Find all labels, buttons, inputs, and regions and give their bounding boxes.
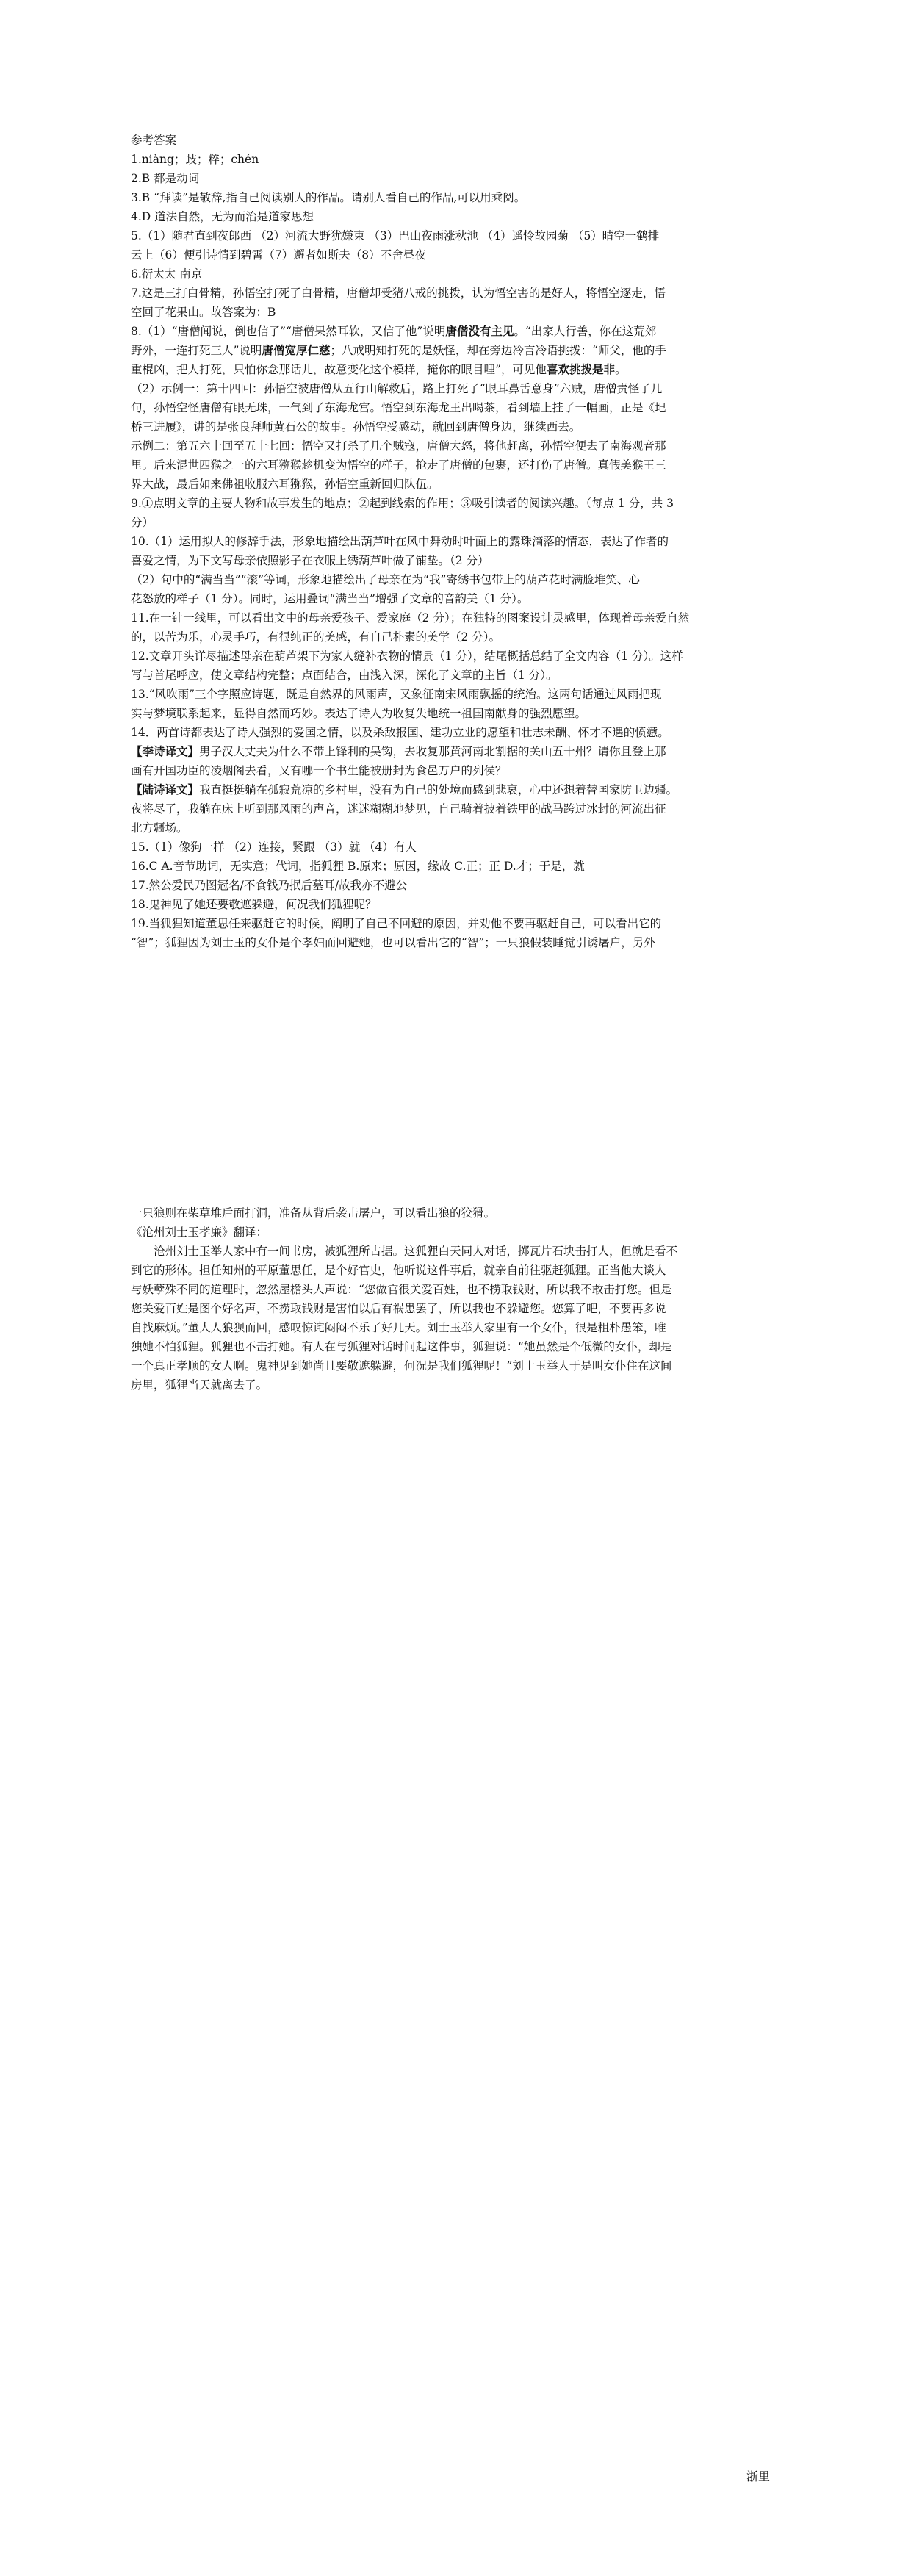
answer-5-line-1: 5.（1）随君直到夜郎西 （2）河流大野犹嫌束 （3）巴山夜雨涨秋池 （4）遥怜故园菊 （5）晴空一鹤排 [131,229,660,242]
answer-4: 4.D 道法自然，无为而治是道家思想 [131,210,314,223]
answer-10-line-1: 10.（1）运用拟人的修辞手法，形象地描绘出葫芦叶在风中舞动时叶面上的露珠滴落的情态，表达了作者的 [131,535,669,548]
answer-10-2-line-2: 花怒放的样子（1 分）。同时，运用叠词“满当当”增强了文章的音韵美（1 分）。 [131,592,529,605]
answer-8-bold: 唐僧宽厚仁慈 [262,343,331,357]
lu-poem-label: 【陆诗译文】 [131,782,200,796]
translation-line-2: 到它的形体。担任知州的平原董思任，是个好官史，他听说这件事后，就亲自前往驱赶狐狸。正当他大谈人 [131,1264,666,1277]
answer-12-line-2: 写与首尾呼应，使文章结构完整；点面结合，由浅入深，深化了文章的主旨（1 分）。 [131,669,558,682]
answer-8-bold: 唐僧没有主见 [445,324,514,338]
answer-8-text: 。 [614,363,627,376]
translation-line-3: 与妖孽殊不同的道理时，忽然屋檐头大声说：“您做官很关爱百姓，也不捞取钱财，所以我不敢击打您。但是 [131,1283,672,1296]
answer-content [131,131,780,1395]
blank-space [131,952,780,1204]
answer-11-line-2: 的，以苦为乐，心灵手巧，有很纯正的美感，有自己朴素的美学（2 分）。 [131,630,501,644]
lu-poem-text: 我直挺挺躺在孤寂荒凉的乡村里，没有为自己的处境而感到悲哀，心中还想着替国家防卫边疆。 [199,783,678,796]
answer-14: 14．两首诗都表达了诗人强烈的爱国之情，以及杀敌报国、建功立业的愿望和壮志未酬、怀才不遇的愤懑。 [131,726,669,739]
answer-2: 2.B 都是动词 [131,172,200,185]
answer-8-3-line-1: 示例二：第五六十回至五十七回：悟空又打杀了几个贼寇，唐僧大怒，将他赶离，孙悟空便去了南海观音那 [131,439,666,453]
answer-9-line-1: 9.①点明文章的主要人物和故事发生的地点；②起到线索的作用；③吸引读者的阅读兴趣。（每点 1 分，共 3 [131,497,674,510]
answer-15: 15.（1）像狗一样 （2）连接，紧跟 （3）就 （4）有人 [131,841,417,854]
answer-9-line-2: 分） [131,516,154,529]
translation-line-6: 独她不怕狐狸。狐狸也不击打她。有人在与狐狸对话时问起这件事，狐狸说：“她虽然是个低微的女仆，却是 [131,1340,672,1353]
translation-line-5: 自找麻烦。”董大人狼狈而回，感叹惊诧闷闷不乐了好几天。刘士玉举人家里有一个女仆，很是粗朴愚笨，唯 [131,1321,666,1334]
answer-10-line-2: 喜爱之情，为下文写母亲依照影子在衣服上绣葫芦叶做了铺垫。（2 分） [131,554,489,567]
answer-8-text: ；八戒明知打死的是妖怪，却在旁边冷言冷语挑拨：“师父，他的手 [330,344,666,357]
li-poem-translation-line-2: 画有开国功臣的凌烟阁去看，又有哪一个书生能被册封为食邑万户的列侯？ [131,764,507,777]
lu-poem-translation-line-2: 夜将尽了，我躺在床上听到那风雨的声音，迷迷糊糊地梦见，自己骑着披着铁甲的战马跨过冰封的河流出征 [131,802,666,816]
answer-19-line-1: 19.当狐狸知道董思任来驱赶它的时候，阐明了自己不回避的原因，并劝他不要再驱赶自己，可以看出它的 [131,917,662,930]
page-title: 参考答案 [131,134,177,147]
answer-18: 18.鬼神见了她还要敬遮躲避，何况我们狐狸呢？ [131,898,377,911]
answer-8-text: 野外，一连打死三人”说明 [131,344,262,357]
translation-line-8: 房里，狐狸当天就离去了。 [131,1378,268,1392]
answer-3: 3.B “拜读”是敬辞,指自己阅读别人的作品。请别人看自己的作品,可以用乘阅。 [131,191,526,204]
translation-line-7: 一个真正孝顺的女人啊。鬼神见到她尚且要敬遮躲避，何况是我们狐狸呢！”刘士玉举人于是叫女仆住在这间 [131,1359,672,1372]
answer-8-text: 重棍凶，把人打死，只怕你念那话儿，故意变化这个模样，掩你的眼目哩”，可见他 [131,363,547,376]
lu-poem-translation-line-1 [131,780,780,799]
answer-8-line-2 [131,341,780,360]
answer-7-line-2: 空回了花果山。故答案为：B [131,306,276,319]
answer-1: 1.niàng；歧；粹；chén [131,153,259,166]
answer-8-line-3 [131,360,780,379]
li-poem-translation-line-1 [131,742,780,761]
answer-8-3-line-3: 界大战，最后如来佛祖收服六耳猕猴，孙悟空重新回归队伍。 [131,478,439,491]
answer-8-text: 8.（1）“唐僧闻说，倒也信了”“唐僧果然耳软，又信了他”说明 [131,325,446,338]
answer-13-line-1: 13.“风吹雨”三个字照应诗题，既是自然界的风雨声，又象征南宋风雨飘摇的统治。这两句话通过风雨把现 [131,688,662,701]
answer-8-2-line-2: 句，孙悟空怪唐僧有眼无珠，一气到了东海龙宫。悟空到东海龙王出喝茶，看到墙上挂了一幅画，正是《圯 [131,401,666,414]
answer-8-3-line-2: 里。后来混世四猴之一的六耳猕猴趁机变为悟空的样子，抢走了唐僧的包裹，还打伤了唐僧。真假美猴王三 [131,458,666,472]
answer-19-continuation: 一只狼则在柴草堆后面打洞，准备从背后袭击屠户，可以看出狼的狡猾。 [131,1206,496,1220]
answer-7-line-1: 7.这是三打白骨精，孙悟空打死了白骨精，唐僧却受猪八戒的挑拨，认为悟空害的是好人，将悟空逐走，悟 [131,287,666,300]
lu-poem-translation-line-3: 北方疆场。 [131,821,188,835]
answer-10-2-line-1: （2）句中的“满当当”“滚”等词，形象地描绘出了母亲在为“我”寄绣书包带上的葫芦花时满脸堆笑、心 [131,573,640,586]
li-poem-text: 男子汉大丈夫为什么不带上锋利的吴钩，去收复那黄河南北割据的关山五十州？请你且登上那 [199,745,666,758]
answer-8-bold: 喜欢挑拨是非 [546,362,615,376]
footer-mark: 浙里 [746,2469,771,2483]
answer-8-line-1 [131,322,780,341]
translation-title: 《沧州刘士玉孝廉》翻译： [131,1226,268,1239]
answer-5-line-2: 云上（6）便引诗情到碧霄（7）邂者如斯夫（8）不舍昼夜 [131,248,426,262]
answer-16: 16.C A.音节助词，无实意；代词，指狐狸 B.原来；原因，缘故 C.正；正 D.才；于是，就 [131,860,585,873]
translation-section [131,1204,780,1395]
translation-line-4: 您关爱百姓是图个好名声，不捞取钱财是害怕以后有祸患罢了，所以我也不躲避您。您算了吧，不要再多说 [131,1302,666,1315]
answer-17: 17.然公爱民乃图冠名/不食钱乃抿后墓耳/故我亦不避公 [131,879,408,892]
answer-19-line-2: “智”；狐狸因为刘士玉的女仆是个孝妇而回避她，也可以看出它的“智”；一只狼假装睡觉引诱屠户，另外 [131,936,655,949]
answer-8-2-line-1: （2）示例一：第十四回：孙悟空被唐僧从五行山解救后，路上打死了“眼耳鼻舌意身”六贼，唐僧责怪了几 [131,382,663,395]
translation-line-1: 沧州刘士玉举人家中有一间书房，被狐狸所占据。这狐狸白天同人对话，掷瓦片石块击打人，但就是看不 [154,1245,678,1258]
answer-12-line-1: 12.文章开头详尽描述母亲在葫芦架下为家人缝补衣物的情景（1 分），结尾概括总结了全文内容（1 分）。这样 [131,650,683,663]
answer-6: 6.衍太太 南京 [131,267,203,281]
answer-8-text: 。“出家人行善，你在这荒郊 [514,325,657,338]
answer-11-line-1: 11.在一针一线里，可以看出文中的母亲爱孩子、爱家庭（2 分）；在独特的图案设计灵感里，体现着母亲爱自然 [131,611,690,625]
answer-8-2-line-3: 桥三进履》，讲的是张良拜师黄石公的故事。孙悟空受感动，就回到唐僧身边，继续西去。 [131,420,581,433]
answer-13-line-2: 实与梦境联系起来，显得自然而巧妙。表达了诗人为收复失地统一祖国南献身的强烈愿望。 [131,707,587,720]
li-poem-label: 【李诗译文】 [131,744,200,758]
